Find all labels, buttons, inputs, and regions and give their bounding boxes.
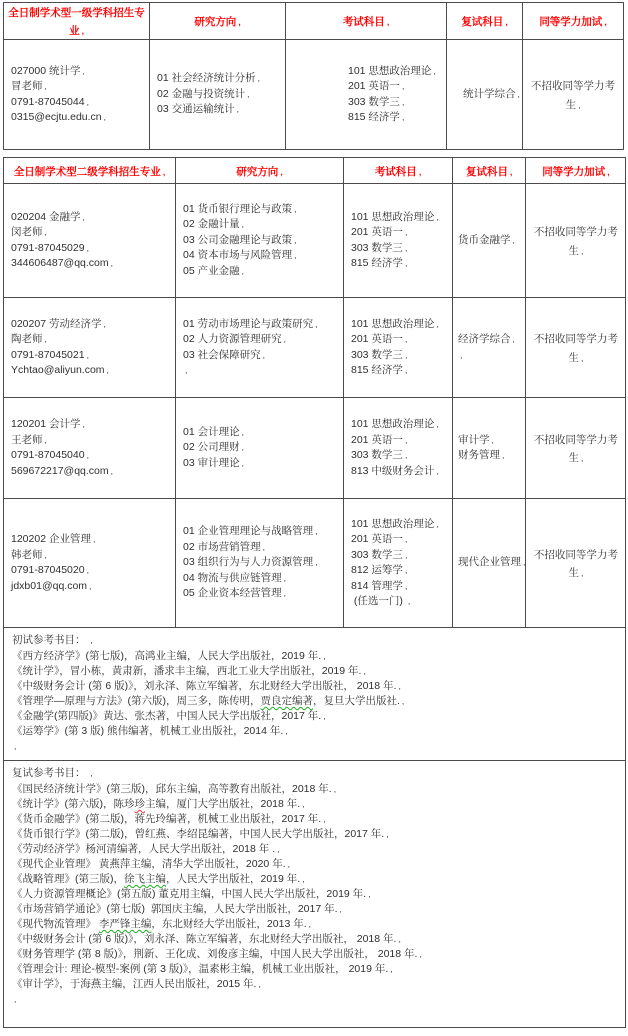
text-segment: 《审计学》，于海燕主编，江西人民出版社，2015 年. — [12, 978, 257, 990]
col-header-directions-label: 研究方向 , — [236, 166, 282, 178]
cell-exams — [286, 40, 447, 150]
initial-booklist-section — [4, 628, 626, 761]
cell-major — [4, 398, 176, 499]
cell-equivalency — [526, 298, 626, 398]
book-line — [12, 917, 617, 932]
cell-exams — [344, 184, 453, 298]
text-line: 03 社会保障研究 , — [183, 348, 343, 364]
text-line: 05 企业资本经营管理 , — [183, 586, 343, 602]
cell-major — [4, 184, 176, 298]
text-line: 101 思想政治理论 , — [348, 64, 446, 80]
cell-retest — [453, 298, 526, 398]
text-segment: 《金融学(第四版)》黄达、张杰著，中国人民大学出版社，2017 年. — [12, 710, 322, 722]
retest-booklist-row — [4, 761, 626, 1028]
book-line — [12, 739, 617, 754]
text-segment: 李严锋主编 — [98, 918, 152, 930]
text-line: 569672217@qq.com , — [11, 464, 175, 480]
book-line — [12, 782, 617, 797]
text-line: 04 物流与供应链管理 , — [183, 571, 343, 587]
text-line: 现代企业管理 , — [458, 555, 525, 571]
text-line: 05 产业金融 , — [183, 264, 343, 280]
table1-header-row — [4, 3, 624, 40]
cell-directions — [176, 499, 344, 628]
text-segment: 珍 — [134, 798, 145, 810]
col-header-retest-label: 复试科目 , — [466, 166, 512, 178]
col-header-equivalency-label: 同等学力加试 , — [542, 166, 609, 178]
cell-equivalency — [526, 499, 626, 628]
text-line: 01 货币银行理论与政策 , — [183, 202, 343, 218]
text-line: 统计学综合 , — [463, 87, 522, 103]
text-line: 201 英语一 , — [351, 225, 452, 241]
cell-exams — [344, 298, 453, 398]
col-header-retest — [447, 3, 523, 40]
text-line: 经济学综合 , — [458, 332, 525, 348]
text-line: 王老师 , — [11, 433, 175, 449]
text-line: 201 英语一 , — [351, 332, 452, 348]
text-line — [183, 363, 343, 379]
text-segment: 《财务管理学 (第 8 版)》，荆新、王化成、刘俊彦主编，中国人民大学出版社， 2018 年. — [12, 948, 418, 960]
text-line: 815 经济学 , — [351, 363, 452, 379]
table-second-level-disciplines — [3, 157, 626, 1028]
text-line: 04 资本市场与风险管理 , — [183, 248, 343, 264]
initial-booklist-title: 初试参考书目： , — [12, 633, 617, 648]
text-segment: 《国民经济统计学》(第三版)，邱东主编，高等教育出版社，2018 年. — [12, 783, 332, 795]
text-line: 020207 劳动经济学 , — [11, 317, 175, 333]
cell-retest — [453, 499, 526, 628]
text-line: 02 人力资源管理研究 , — [183, 332, 343, 348]
text-line: 815 经济学 , — [348, 110, 446, 126]
text-line: 201 英语一 , — [351, 532, 452, 548]
text-line: 审计学 , — [458, 433, 525, 449]
text-segment: 《市场营销学通论》(第七版) 郭国庆主编，人民大学出版社，2017 年. — [12, 903, 338, 915]
text-line: 815 经济学 , — [351, 256, 452, 272]
text-line: 03 组织行为与人力资源管理 , — [183, 555, 343, 571]
col-header-exams-label: 考试科目 , — [343, 16, 389, 28]
book-line — [12, 932, 617, 947]
text-line: 101 思想政治理论 , — [351, 210, 452, 226]
text-line: 120201 会计学 , — [11, 417, 175, 433]
text-line: 02 市场营销管理 , — [183, 540, 343, 556]
text-line: 陶老师 , — [11, 332, 175, 348]
text-segment: 《劳动经济学》杨河清编著，人民大学出版社，2018 年 . — [12, 843, 276, 855]
text-line: 0791-87045020 , — [11, 563, 175, 579]
text-line: 02 金融计量 , — [183, 217, 343, 233]
col-header-equivalency-label: 同等学力加试 , — [539, 16, 606, 28]
text-line: 闵老师 , — [11, 225, 175, 241]
book-line — [12, 694, 617, 709]
book-line — [12, 679, 617, 694]
book-line — [12, 649, 617, 664]
text-line: 货币金融学 , — [458, 233, 525, 249]
cell-retest — [453, 398, 526, 499]
book-line — [12, 724, 617, 739]
cell-exams — [344, 398, 453, 499]
retest-booklist-title: 复试参考书目： , — [12, 766, 617, 781]
text-line: 814 管理学 , — [351, 579, 452, 595]
equivalency-text: 不招收同等学力考生 , — [531, 80, 615, 111]
text-line: 303 数学三 , — [351, 548, 452, 564]
retest-booklist — [12, 782, 617, 1007]
text-segment: ，复旦大学出版社. — [313, 695, 400, 707]
text-segment: 《中级财务会计 (第 6 版)》，刘永泽、陈立军编著，东北财经大学出版社， 2018 年. — [12, 933, 397, 945]
cell-equivalency — [526, 184, 626, 298]
text-line: (任选一门) , — [351, 594, 452, 610]
col-header-major — [4, 158, 176, 184]
text-line: 01 会计理论 , — [183, 425, 343, 441]
text-line: 0791-87045021 , — [11, 348, 175, 364]
cell-major — [4, 298, 176, 398]
book-line — [12, 872, 617, 887]
text-segment: 《现代企业管理》 黄燕萍主编，清华大学出版社，2020 年. — [12, 858, 286, 870]
col-header-retest-label: 复试科目 , — [461, 16, 507, 28]
cell-retest — [453, 184, 526, 298]
initial-booklist — [12, 649, 617, 754]
book-line — [12, 857, 617, 872]
text-line: 03 公司金融理论与政策 , — [183, 233, 343, 249]
text-segment: 《统计学》(第六版)，陈珍 — [12, 798, 135, 810]
text-segment: 《货币金融学》(第二版)，蒋先玲编著，机械工业出版社，2017 年. — [12, 813, 322, 825]
book-line — [12, 902, 617, 917]
col-header-exams-label: 考试科目 , — [375, 166, 421, 178]
book-line — [12, 992, 617, 1007]
col-header-equivalency — [526, 158, 626, 184]
cell-major — [4, 499, 176, 628]
text-line: 01 社会经济统计分析 , — [157, 71, 285, 87]
initial-booklist-row — [4, 628, 626, 761]
text-line: 201 英语一 , — [351, 433, 452, 449]
table2-row-finance — [4, 184, 626, 298]
text-line: 01 劳动市场理论与政策研究 , — [183, 317, 343, 333]
text-line: 344606487@qq.com , — [11, 256, 175, 272]
cell-major — [4, 40, 150, 150]
text-line: 0791-87045029 , — [11, 241, 175, 257]
book-line — [12, 962, 617, 977]
col-header-directions — [176, 158, 344, 184]
col-header-major — [4, 3, 150, 40]
text-segment: 《统计学》，冒小栋，黄肃新，潘求丰主编，西北工业大学出版社，2019 年. — [12, 665, 362, 677]
text-segment: 《人力资源管理概论》(第五版) 董克用主编，中国人民大学出版社，2019 年. — [12, 888, 367, 900]
table2-header-row — [4, 158, 626, 184]
text-line: 303 数学三 , — [348, 95, 446, 111]
text-line: Ychtao@aliyun.com , — [11, 363, 175, 379]
col-header-directions-label: 研究方向 , — [194, 16, 240, 28]
text-segment: 《管理学—原理与方法》(第六版)，周三多，陈传明， — [12, 695, 261, 707]
cell-retest — [447, 40, 523, 150]
col-header-equivalency — [523, 3, 624, 40]
table2-row-business-management — [4, 499, 626, 628]
cell-directions — [150, 40, 286, 150]
cell-equivalency — [526, 398, 626, 499]
text-line: 201 英语一 , — [348, 79, 446, 95]
text-line: 03 交通运输统计 , — [157, 102, 285, 118]
text-line — [458, 348, 525, 364]
cell-exams — [344, 499, 453, 628]
text-segment: 《运筹学》(第 3 版) 熊伟编著，机械工业出版社，2014 年. — [12, 725, 284, 737]
text-line: 0315@ecjtu.edu.cn , — [11, 110, 149, 126]
text-line: 303 数学三 , — [351, 448, 452, 464]
text-line: 303 数学三 , — [351, 241, 452, 257]
book-line — [12, 812, 617, 827]
text-line: jdxb01@qq.com , — [11, 579, 175, 595]
text-segment: 《管理会计: 理论-模型-案例 (第 3 版)》，温素彬主编，机械工业出版社， 2019 年. — [12, 963, 389, 975]
text-segment: 《中级财务会计 (第 6 版)》，刘永泽、陈立军编著，东北财经大学出版社， 2018 年. — [12, 680, 397, 692]
text-segment: 《货币银行学》(第二版)，曾红燕、李绍昆编著，中国人民大学出版社，2017 年. — [12, 828, 385, 840]
table1-row-statistics — [4, 40, 624, 150]
text-line: 02 公司理财 , — [183, 440, 343, 456]
text-line: 303 数学三 , — [351, 348, 452, 364]
book-line — [12, 887, 617, 902]
text-segment: 《战略管理》(第三版)， — [12, 873, 124, 885]
col-header-exams — [344, 158, 453, 184]
text-segment: ，人民大学出版社，2019 年. — [166, 873, 301, 885]
text-line: 101 思想政治理论 , — [351, 417, 452, 433]
book-line — [12, 842, 617, 857]
cell-equivalency — [523, 40, 624, 150]
table2-row-labor-economics — [4, 298, 626, 398]
text-line: 财务管理 , — [458, 448, 525, 464]
text-line: 03 审计理论 , — [183, 456, 343, 472]
book-line — [12, 827, 617, 842]
text-segment: 徐飞主编 — [124, 873, 166, 885]
equivalency-text: 不招收同等学力考生 , — [534, 226, 618, 257]
book-line — [12, 947, 617, 962]
text-line: 027000 统计学 , — [11, 64, 149, 80]
text-line: 0791-87045044 , — [11, 95, 149, 111]
text-segment: 《西方经济学》(第七版)，高鸿业主编，人民大学出版社，2019 年. — [12, 650, 322, 662]
book-line — [12, 709, 617, 724]
col-header-retest — [453, 158, 526, 184]
cell-directions — [176, 398, 344, 499]
text-line: 813 中级财务会计 , — [351, 464, 452, 480]
text-line: 02 金融与投资统计 , — [157, 87, 285, 103]
table-gap — [3, 150, 628, 157]
text-segment: 《现代物流管理》 — [12, 918, 99, 930]
col-header-major-label: 全日制学术型一级学科招生专业 , — [8, 7, 145, 37]
text-segment: ，东北财经大学出版社，2013 年. — [151, 918, 307, 930]
text-line: 0791-87045040 , — [11, 448, 175, 464]
col-header-major-label: 全日制学术型二级学科招生专业 , — [14, 166, 165, 178]
retest-booklist-section — [4, 761, 626, 1028]
text-segment: 贾良定编著 — [260, 695, 313, 707]
text-line: 01 企业管理理论与战略管理 , — [183, 524, 343, 540]
text-line: 020204 金融学 , — [11, 210, 175, 226]
text-line: 120202 企业管理 , — [11, 532, 175, 548]
text-line: 101 思想政治理论 , — [351, 517, 452, 533]
text-line: 812 运筹学 , — [351, 563, 452, 579]
text-line: 冒老师 , — [11, 79, 149, 95]
table-first-level-disciplines — [3, 2, 624, 150]
text-line: 韩老师 , — [11, 548, 175, 564]
book-line — [12, 797, 617, 812]
text-segment: 主编，厦门大学出版社，2018 年. — [145, 798, 301, 810]
cell-directions — [176, 298, 344, 398]
text-line: 101 思想政治理论 , — [351, 317, 452, 333]
equivalency-text: 不招收同等学力考生 , — [534, 434, 618, 465]
book-line — [12, 977, 617, 992]
col-header-directions — [150, 3, 286, 40]
cell-directions — [176, 184, 344, 298]
equivalency-text: 不招收同等学力考生 , — [534, 333, 618, 364]
table2-row-accounting — [4, 398, 626, 499]
col-header-exams — [286, 3, 447, 40]
book-line — [12, 664, 617, 679]
equivalency-text: 不招收同等学力考生 , — [534, 549, 618, 580]
